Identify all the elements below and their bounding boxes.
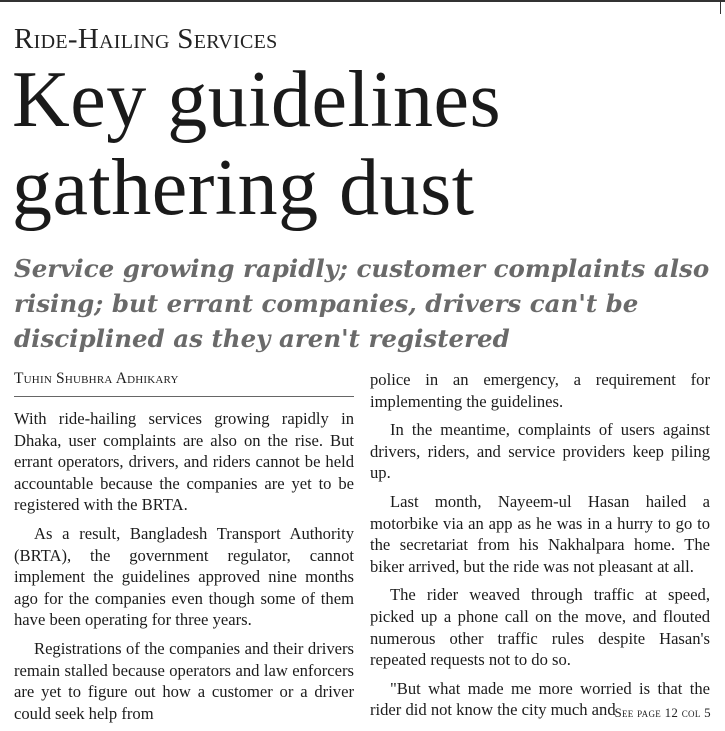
corner-rule [720, 0, 721, 14]
paragraph: As a result, Bangladesh Transport Authority (BRTA), the government regulator, cannot implement the guidelines approved nine months ago for the companies even though some of them have been operating for three years. [14, 523, 354, 630]
headline [12, 56, 501, 232]
paragraph: Registrations of the companies and their drivers remain stalled because operators and law enforcers are yet to figure out how a customer or a driver could seek help from [14, 638, 354, 723]
headline-line-2: gathering dust [12, 144, 475, 232]
paragraph: With ride-hailing services growing rapidly in Dhaka, user complaints are also on the rise. But errant operators, drivers, and riders cannot be held accountable because the companies are yet to be registered with the BRTA. [14, 409, 354, 515]
continued-on-jump-line: See page 12 col 5 [614, 705, 711, 720]
article-column-left [14, 368, 354, 731]
paragraph: In the meantime, complaints of users against drivers, riders, and service providers keep piling up. [370, 420, 710, 483]
byline: Tuhin Shubhra Adhikary [14, 370, 179, 387]
paragraph: "But what made me more worried is that the rider did not know the city much and [370, 678, 710, 720]
headline-line-1: Key guidelines [12, 56, 502, 144]
deck-subheadline: Service growing rapidly; customer complaints also rising; but errant companies, drivers can't be disciplined as they aren't registered [14, 254, 710, 353]
paragraph: police in an emergency, a requirement for implementing the guidelines. [370, 370, 710, 411]
paragraph: Last month, Nayeem-ul Hasan hailed a motorbike via an app as he was in a hurry to go to the secretariat from his Nakhalpara home. The biker arrived, but the ride was not pleasant at all. [370, 491, 710, 576]
paragraph: The rider weaved through traffic at speed, picked up a phone call on the move, and flouted numerous other traffic rules despite Hasan's repeated requests not to do so. [370, 585, 710, 670]
top-rule [0, 0, 725, 2]
byline-divider [14, 396, 354, 397]
article-column-right [370, 369, 710, 728]
section-kicker: Ride-Hailing Services [14, 23, 278, 55]
